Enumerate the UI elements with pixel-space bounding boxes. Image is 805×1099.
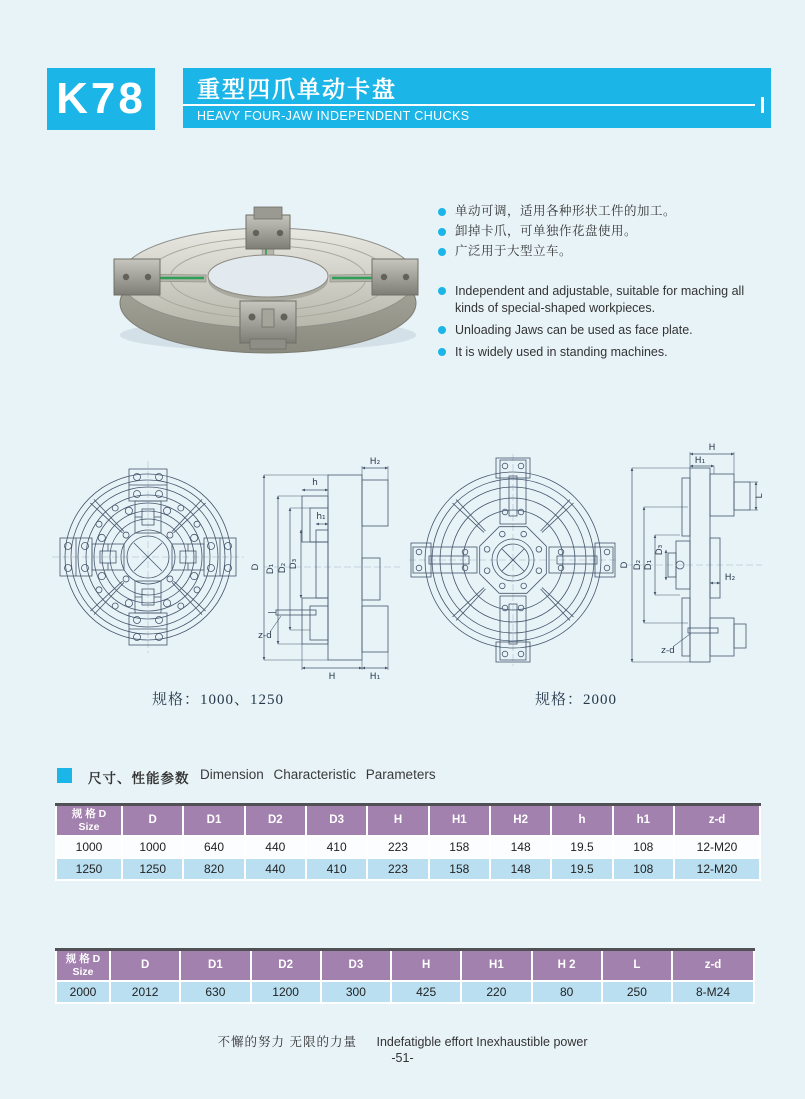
dim-label-D3: D₃ <box>289 558 299 570</box>
header-cell: H1 <box>461 950 531 982</box>
header-cell: 规 格 D Size <box>56 805 122 837</box>
header-cell: H2 <box>490 805 551 837</box>
list-item <box>438 204 778 219</box>
feature-list-zh <box>438 204 778 259</box>
dim-label-h1: h₁ <box>316 512 326 522</box>
data-cell: 640 <box>183 836 244 858</box>
model-code-box: K78 <box>47 68 155 130</box>
data-cell: 410 <box>306 858 367 880</box>
data-cell: 820 <box>183 858 244 880</box>
header-cell: H1 <box>429 805 490 837</box>
dim-label-D1: D₁ <box>644 559 654 571</box>
data-cell: 410 <box>306 836 367 858</box>
dim-label-h: h <box>312 478 318 488</box>
dim-label-D: D <box>251 563 261 571</box>
dim-label-zd: z-d <box>258 631 272 641</box>
bullet-icon <box>438 248 446 256</box>
data-cell: 12-M20 <box>674 836 760 858</box>
data-cell: 300 <box>321 981 391 1003</box>
footer-slogan <box>0 1032 805 1050</box>
data-cell: 108 <box>613 858 674 880</box>
feature-text: It is widely used in standing machines. <box>455 345 668 359</box>
list-item <box>438 283 778 317</box>
data-cell: 1000 <box>56 836 122 858</box>
product-photo <box>100 183 430 368</box>
data-cell: 80 <box>532 981 602 1003</box>
header-cell: D <box>110 950 180 982</box>
data-cell: 1250 <box>56 858 122 880</box>
title-divider-tick <box>761 97 764 113</box>
dim-label-D: D <box>620 561 630 569</box>
dim-label-H1: H₁ <box>694 456 706 466</box>
header-cell: D2 <box>245 805 306 837</box>
front-view-1000-1250 <box>52 461 244 653</box>
table-header-row <box>56 805 760 837</box>
dim-label-D2: D₂ <box>278 562 288 574</box>
data-cell: 19.5 <box>551 836 612 858</box>
title-divider <box>183 104 755 106</box>
data-cell: 158 <box>429 858 490 880</box>
footer-slogan-en: Indefatigble effort Inexhaustible power <box>376 1035 588 1049</box>
table-header-row <box>56 950 754 982</box>
bullet-icon <box>438 228 446 236</box>
dimension-table-2000 <box>55 948 755 1004</box>
section-title-zh: 尺寸、性能参数 <box>88 771 190 786</box>
data-cell: 148 <box>490 858 551 880</box>
data-cell: 630 <box>180 981 250 1003</box>
header-cell: H <box>391 950 461 982</box>
bullet-icon <box>438 326 446 334</box>
data-cell: 12-M20 <box>674 858 760 880</box>
chuck-photo-illustration <box>114 207 418 353</box>
section-bullet-square-icon <box>57 768 72 783</box>
header-cell: h <box>551 805 612 837</box>
dim-label-H: H <box>328 672 336 682</box>
table-row <box>56 836 760 858</box>
feature-text: 卸掉卡爪，可单独作花盘使用。 <box>455 224 638 238</box>
header-cell: D3 <box>306 805 367 837</box>
bullet-icon <box>438 348 446 356</box>
header-cell: D3 <box>321 950 391 982</box>
data-cell: 1200 <box>251 981 321 1003</box>
dim-label-H1: H₁ <box>369 672 381 682</box>
data-cell: 223 <box>367 836 428 858</box>
data-cell: 1000 <box>122 836 183 858</box>
bullet-icon <box>438 287 446 295</box>
feature-text: Unloading Jaws can be used as face plate. <box>455 323 693 337</box>
header-title-bar <box>183 68 771 128</box>
data-cell: 108 <box>613 836 674 858</box>
data-cell: 250 <box>602 981 672 1003</box>
dim-label-H: H <box>708 443 716 453</box>
header-cell: L <box>602 950 672 982</box>
header-cell: H 2 <box>532 950 602 982</box>
footer-slogan-zh: 不懈的努力 无限的力量 <box>217 1035 357 1049</box>
dim-label-D3: D₃ <box>655 544 665 556</box>
feature-text: 广泛用于大型立车。 <box>455 244 573 258</box>
bullet-icon <box>438 208 446 216</box>
drawing-caption-left: 规格：1000、1250 <box>152 692 285 708</box>
side-view-1000-1250 <box>251 457 400 682</box>
front-view-2000 <box>409 454 617 666</box>
dim-label-D2: D₂ <box>633 559 643 571</box>
data-cell: 148 <box>490 836 551 858</box>
page-title-en: HEAVY FOUR-JAW INDEPENDENT CHUCKS <box>197 109 470 123</box>
chuck-jaw-bottom <box>240 301 296 349</box>
header-cell: D <box>122 805 183 837</box>
dim-label-H2: H₂ <box>724 573 736 583</box>
dim-label-L: L <box>755 493 765 499</box>
dim-label-H2: H₂ <box>369 457 381 467</box>
chuck-jaw-top <box>246 207 290 249</box>
header-cell: h1 <box>613 805 674 837</box>
data-cell: 440 <box>245 858 306 880</box>
header-cell: D1 <box>180 950 250 982</box>
data-cell: 440 <box>245 836 306 858</box>
drawing-caption-right: 规格：2000 <box>535 692 618 708</box>
data-cell: 2012 <box>110 981 180 1003</box>
data-cell: 2000 <box>56 981 110 1003</box>
dimension-table-1000-1250 <box>55 803 761 881</box>
chuck-jaw-right <box>372 259 418 295</box>
list-item <box>438 344 778 361</box>
technical-drawings <box>40 438 770 683</box>
page-title-zh: 重型四爪单动卡盘 <box>197 76 397 102</box>
table-row <box>56 981 754 1003</box>
data-cell: 220 <box>461 981 531 1003</box>
feature-text: 单动可调，适用各种形状工件的加工。 <box>455 204 677 218</box>
header-cell: D2 <box>251 950 321 982</box>
data-cell: 223 <box>367 858 428 880</box>
section-title-en: Dimension Characteristic Parameters <box>200 767 436 782</box>
page-number: -51- <box>391 1051 414 1065</box>
header-cell: 规 格 D Size <box>56 950 110 982</box>
table-row <box>56 858 760 880</box>
data-cell: 158 <box>429 836 490 858</box>
feature-list <box>438 204 778 385</box>
data-cell: 8-M24 <box>672 981 754 1003</box>
list-item <box>438 244 778 259</box>
feature-list-en <box>438 283 778 361</box>
header-cell: z-d <box>672 950 754 982</box>
side-view-2000 <box>620 443 765 662</box>
list-item <box>438 322 778 339</box>
header-cell: D1 <box>183 805 244 837</box>
chuck-jaw-left <box>114 259 160 295</box>
data-cell: 425 <box>391 981 461 1003</box>
dim-label-zd: z-d <box>661 646 675 656</box>
data-cell: 19.5 <box>551 858 612 880</box>
header-cell: H <box>367 805 428 837</box>
data-cell: 1250 <box>122 858 183 880</box>
list-item <box>438 224 778 239</box>
dim-label-D1: D₁ <box>266 563 276 575</box>
feature-text: Independent and adjustable, suitable for maching all kinds of special-shaped workpieces. <box>455 284 745 315</box>
header-cell: z-d <box>674 805 760 837</box>
